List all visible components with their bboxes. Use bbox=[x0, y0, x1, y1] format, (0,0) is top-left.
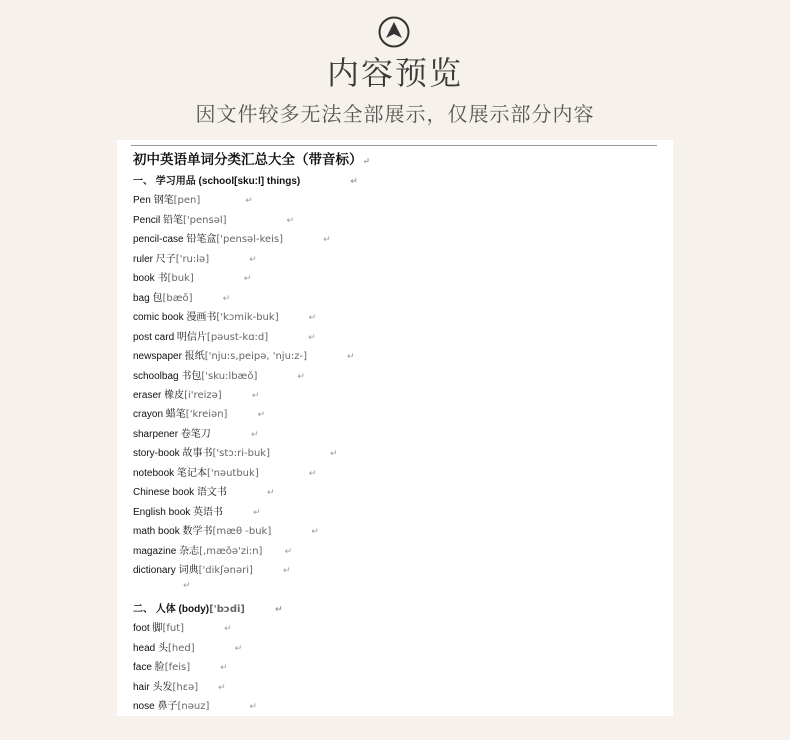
vocabulary-line: comic book 漫画书['kɔmik-buk] ↵ bbox=[133, 312, 317, 324]
vocabulary-line: sharpener 卷笔刀 ↵ bbox=[133, 428, 259, 440]
vocabulary-line: English book 英语书 ↵ bbox=[133, 506, 261, 518]
vocabulary-line: hair 头发[hɛə] ↵ bbox=[133, 681, 226, 693]
vocabulary-line: ruler 尺子['ru:lə] ↵ bbox=[133, 253, 257, 265]
vocabulary-line: eraser 橡皮[i'reizə] ↵ bbox=[133, 389, 260, 401]
vocabulary-line: crayon 蜡笔['kreiən] ↵ bbox=[133, 409, 265, 421]
vocabulary-line: post card 明信片[pəust-kɑ:d] ↵ bbox=[133, 331, 316, 343]
section-heading: 二、 人体 (body)['bɔdi] ↵ bbox=[133, 603, 283, 615]
vocabulary-line: Chinese book 语文书 ↵ bbox=[133, 487, 275, 499]
vocabulary-line: book 书[buk] ↵ bbox=[133, 273, 252, 285]
vocabulary-line: head 头[hed] ↵ bbox=[133, 642, 243, 654]
vocabulary-line: ↵ bbox=[183, 581, 191, 592]
vocabulary-line: schoolbag 书包['sku:lbæǒ] ↵ bbox=[133, 370, 305, 382]
vocabulary-line: nose 鼻子[nəuz] ↵ bbox=[133, 701, 257, 713]
vocabulary-line: math book 数学书[mæθ -buk] ↵ bbox=[133, 526, 319, 538]
page-title: 内容预览 bbox=[326, 54, 463, 92]
vocabulary-line: notebook 笔记本['nəutbuk] ↵ bbox=[133, 467, 317, 479]
vocabulary-line: story-book 故事书['stɔ:ri-buk] ↵ bbox=[133, 448, 338, 460]
vocabulary-line: foot 脚[fut] ↵ bbox=[133, 623, 232, 635]
vocabulary-line: bag 包[bæǒ] ↵ bbox=[133, 292, 231, 304]
vocabulary-line: newspaper 报纸['nju:s,peipə, 'nju:z-] ↵ bbox=[133, 351, 355, 363]
vocabulary-line: pencil-case 铅笔盒['pensəl-keis] ↵ bbox=[133, 234, 331, 246]
preview-header bbox=[0, 0, 790, 140]
vocabulary-line: dictionary 词典['dikʃənəri] ↵ bbox=[133, 565, 291, 576]
document-top-rule bbox=[131, 145, 657, 146]
vocabulary-line: Pencil 铅笔['pensəl] ↵ bbox=[133, 214, 295, 226]
document-preview bbox=[117, 140, 673, 716]
up-arrow-circle-icon bbox=[378, 16, 410, 48]
vocabulary-line: magazine 杂志[,mæǒə'zi:n] ↵ bbox=[133, 545, 292, 557]
vocabulary-line: face 脸[feis] ↵ bbox=[133, 662, 228, 674]
document-title: 初中英语单词分类汇总大全（带音标）↵ bbox=[133, 152, 371, 168]
section-heading: 一、 学习用品 (school[sku:l] things) ↵ bbox=[133, 176, 358, 187]
vocabulary-line: Pen 钢笔[pen] ↵ bbox=[133, 195, 253, 207]
page-subtitle: 因文件较多无法全部展示，仅展示部分内容 bbox=[195, 102, 595, 126]
